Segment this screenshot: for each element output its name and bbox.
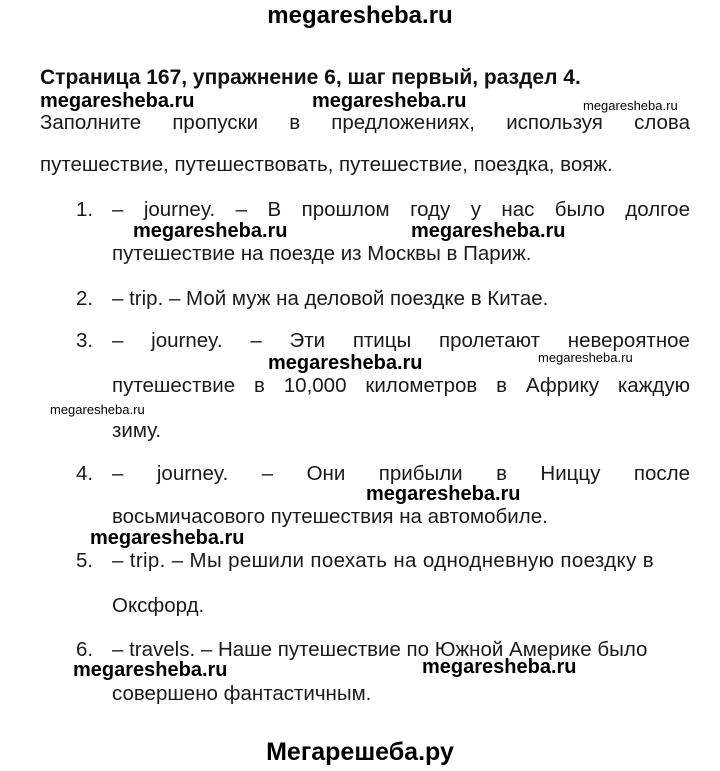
word: прибыли [378,462,463,485]
watermark: megaresheba.ru [538,350,633,365]
word: пропуски [172,111,259,134]
word: нас [501,198,535,221]
item-3-line-2 [112,374,690,398]
word: прошлом [301,198,390,221]
word: у [470,198,481,221]
word: – [112,198,124,221]
word: году [410,198,451,221]
item-6-line-2: совершено фантастичным. [112,682,372,705]
word: Заполните [40,111,142,134]
item-5-line-1: – trip. – Мы решили поехать на однодневную поездку в [112,549,654,572]
word: было [554,198,605,221]
watermark: megaresheba.ru [312,90,467,112]
word: в [254,374,265,397]
word: Эти [289,329,326,352]
word: путешествие [112,374,236,397]
word: В [267,198,282,221]
word: – [112,462,124,485]
item-number: 3. [76,329,94,352]
word: долгое [625,198,690,221]
site-title-top: megaresheba.ru [267,2,453,29]
word: Они [306,462,346,485]
item-4-line-2: восьмичасового путешествия на автомобиле. [112,505,548,528]
word: – [261,462,274,485]
watermark: megaresheba.ru [583,98,678,113]
item-1-line-2: путешествие на поезде из Москвы в Париж. [112,242,532,265]
word: птицы [352,329,412,352]
word: в [289,111,301,134]
watermark: megaresheba.ru [50,402,145,417]
word: предложениях, [331,111,476,134]
word: – [250,329,262,352]
item-number: 5. [76,549,94,572]
item-number: 6. [76,638,94,661]
word: каждую [617,374,690,397]
word: Африку [525,374,599,397]
item-5-line-2: Оксфорд. [112,594,205,617]
item-1-line-1 [112,198,690,222]
watermark: megaresheba.ru [40,90,195,112]
watermark: megaresheba.ru [422,656,577,678]
item-number: 1. [76,198,94,221]
word: – [112,329,124,352]
item-6-line-1: – travels. – Наше путешествие по Южной Америке было [112,638,648,661]
word: в [496,374,508,397]
word: используя [506,111,603,134]
word: journey. [156,462,229,485]
watermark: megaresheba.ru [90,527,245,549]
instruction-line-2: путешествие, путешествовать, путешествие, поездка, вояж. [40,153,613,176]
item-number: 4. [76,462,94,485]
watermark: megaresheba.ru [268,352,423,374]
watermark: megaresheba.ru [366,483,521,505]
word: – [235,198,248,221]
word: после [633,462,690,485]
watermark: megaresheba.ru [73,659,228,681]
item-3-line-3: зиму. [112,419,162,442]
watermark: megaresheba.ru [133,220,288,242]
instruction-line-1 [40,111,690,135]
word: слова [634,111,690,134]
word: километров [365,374,478,397]
word: пролетают [438,329,540,352]
word: 10,000 [283,374,347,397]
word: в [496,462,507,485]
item-number: 2. [76,287,94,310]
item-2-line-1: – trip. – Мой муж на деловой поездке в Китае. [112,287,549,310]
word: journey. [151,329,223,352]
word: journey. [143,198,216,221]
word: Ниццу [540,462,601,485]
word: невероятное [567,329,690,352]
site-title-bottom: Мегарешеба.ру [266,738,454,766]
page-heading: Страница 167, упражнение 6, шаг первый, раздел 4. [40,66,581,89]
watermark: megaresheba.ru [411,220,566,242]
